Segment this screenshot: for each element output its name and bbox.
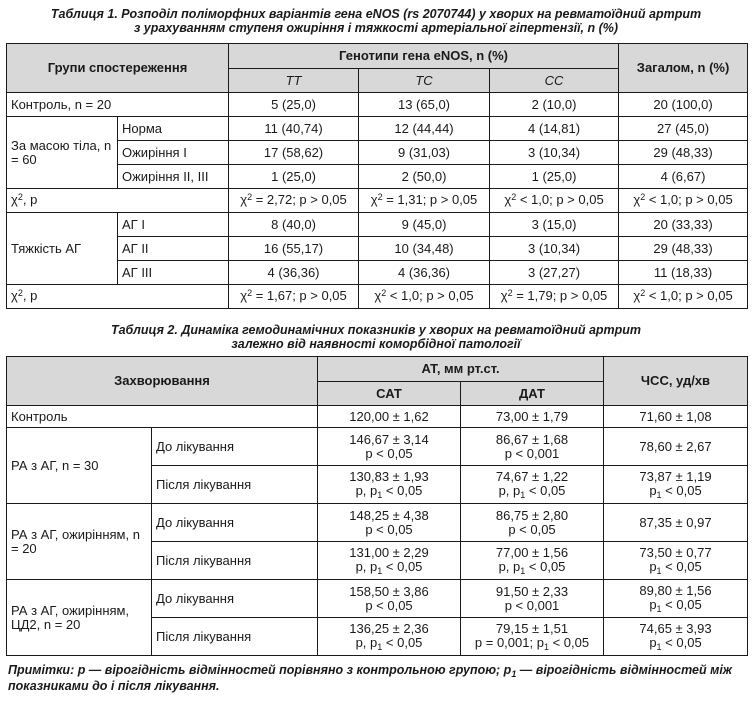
t1-cell: 9 (45,0) [359,213,490,237]
footnote: Примітки: p — вірогідність відмінностей порівняно з контрольною групою; $p_1$ — вірогідність відмінностей між показниками до і після лікування. [8,663,733,693]
t1-mass-group-label: За масою тіла, n = 60 [7,117,118,189]
t1-row-chi1 [7,189,748,213]
t1-row-label: АГ II [118,237,229,261]
t2-cell: 120,00 ± 1,62 [318,406,461,428]
t2-header-sat: САТ [318,382,461,406]
t1-chi2-tt: $\chi^2 = 1,67$; p > 0,05 [229,285,359,309]
t2-row-g3-before [7,580,748,618]
t1-cell: 3 (10,34) [490,237,619,261]
t2-control-label: Контроль [7,406,318,428]
t1-row-ag1 [7,213,748,237]
t1-chi2-tc: $\chi^2 < 1,0$; p > 0,05 [359,285,490,309]
t2-phase-label: До лікування [152,428,318,466]
t1-cell: 13 (65,0) [359,93,490,117]
t1-row-label: Ожиріння I [118,141,229,165]
t1-row-label: АГ I [118,213,229,237]
t1-row-label: Норма [118,117,229,141]
table1 [6,43,748,309]
t2-row-g1-before [7,428,748,466]
t1-chi2-cc: $\chi^2 = 1,79$; p > 0,05 [490,285,619,309]
t2-cell: 74,67 ± 1,22 p, $p_1 < 0,05$ [461,466,604,504]
t2-cell: 131,00 ± 2,29 p, $p_1 < 0,05$ [318,542,461,580]
t2-cell: 158,50 ± 3,86 p < 0,05 [318,580,461,618]
t2-cell: 79,15 ± 1,51 p = 0,001; $p_1 < 0,05$ [461,618,604,656]
table2-caption [0,323,752,351]
t2-cell: 86,75 ± 2,80 p < 0,05 [461,504,604,542]
t1-row-label: АГ III [118,261,229,285]
t1-cell: 16 (55,17) [229,237,359,261]
t1-ag-group-label: Тяжкість АГ [7,213,118,285]
t1-row-label: Ожиріння II, III [118,165,229,189]
t2-group-label: РА з АГ, n = 30 [7,428,152,504]
t2-cell: 89,80 ± 1,56 $p_1 < 0,05$ [604,580,748,618]
t1-cell: 2 (10,0) [490,93,619,117]
t2-header-dat: ДАТ [461,382,604,406]
t1-cell: 12 (44,44) [359,117,490,141]
t1-row-ag2 [7,237,748,261]
t1-cell: 9 (31,03) [359,141,490,165]
t1-header-tc: TC [359,69,490,93]
t1-cell: 3 (10,34) [490,141,619,165]
t2-header-hr: ЧСС, уд/хв [604,357,748,406]
t2-cell: 87,35 ± 0,97 [604,504,748,542]
t1-chi1-label: $\chi^2$, p [7,189,229,213]
t1-chi1-total: $\chi^2 < 1,0$; p > 0,05 [619,189,748,213]
t2-cell: 73,87 ± 1,19 $p_1 < 0,05$ [604,466,748,504]
t1-cell: 4 (14,81) [490,117,619,141]
t1-cell: 1 (25,0) [229,165,359,189]
t1-cell: 3 (15,0) [490,213,619,237]
t1-cell: 4 (36,36) [359,261,490,285]
t2-row-control [7,406,748,428]
t1-cell: 8 (40,0) [229,213,359,237]
t1-row-ag3 [7,261,748,285]
t1-chi1-tc: $\chi^2 = 1,31$; p > 0,05 [359,189,490,213]
t2-cell: 148,25 ± 4,38 p < 0,05 [318,504,461,542]
t2-cell: 130,83 ± 1,93 p, $p_1 < 0,05$ [318,466,461,504]
t1-cell: 4 (36,36) [229,261,359,285]
t2-cell: 146,67 ± 3,14 p < 0,05 [318,428,461,466]
t2-phase-label: Після лікування [152,542,318,580]
table1-caption-line2: з урахуванням ступеня ожиріння і тяжкості артеріальної гіпертензії, n (%) [133,21,619,35]
t1-row-mass-ob23 [7,165,748,189]
t1-cell: 4 (6,67) [619,165,748,189]
t1-cell: 27 (45,0) [619,117,748,141]
t2-row-g2-before [7,504,748,542]
t2-header-disease: Захворювання [7,357,318,406]
t2-phase-label: Після лікування [152,618,318,656]
t2-cell: 77,00 ± 1,56 p, $p_1 < 0,05$ [461,542,604,580]
t1-chi2-total: $\chi^2 < 1,0$; p > 0,05 [619,285,748,309]
t1-header-genotypes: Генотипи гена eNOS, n (%) [229,44,619,69]
t2-cell: 74,65 ± 3,93 $p_1 < 0,05$ [604,618,748,656]
t1-cell: 1 (25,0) [490,165,619,189]
t1-header-tt: TT [229,69,359,93]
t1-cell: 11 (40,74) [229,117,359,141]
t2-header-at: АТ, мм рт.ст. [318,357,604,382]
t1-header-cc: CC [490,69,619,93]
t2-cell: 78,60 ± 2,67 [604,428,748,466]
t1-row-control [7,93,748,117]
t1-cell: 29 (48,33) [619,237,748,261]
t2-cell: 91,50 ± 2,33 p < 0,001 [461,580,604,618]
t2-cell: 73,00 ± 1,79 [461,406,604,428]
t1-row-mass-norm [7,117,748,141]
t1-cell: 2 (50,0) [359,165,490,189]
t1-chi2-label: $\chi^2$, p [7,285,229,309]
t1-cell: 17 (58,62) [229,141,359,165]
t2-cell: 73,50 ± 0,77 $p_1 < 0,05$ [604,542,748,580]
table2-caption-line2: залежно від наявності коморбідної патології [231,337,521,351]
t1-header-groups: Групи спостереження [7,44,229,93]
t2-phase-label: До лікування [152,580,318,618]
t1-chi1-tt: $\chi^2 = 2,72$; p > 0,05 [229,189,359,213]
t1-row-mass-ob1 [7,141,748,165]
t2-cell: 71,60 ± 1,08 [604,406,748,428]
t1-control-label: Контроль, n = 20 [7,93,229,117]
t1-cell: 3 (27,27) [490,261,619,285]
table1-caption [0,7,752,35]
t1-row-chi2 [7,285,748,309]
t2-group-label: РА з АГ, ожирінням, n = 20 [7,504,152,580]
t1-chi1-cc: $\chi^2 < 1,0$; p > 0,05 [490,189,619,213]
t1-cell: 20 (33,33) [619,213,748,237]
table1-caption-line1: Таблиця 1. Розподіл поліморфних варіантів гена eNOS (rs 2070744) у хворих на ревматоїдний артрит [50,7,702,21]
t2-phase-label: До лікування [152,504,318,542]
table2-caption-line1: Таблиця 2. Динаміка гемодинамічних показників у хворих на ревматоїдний артрит [110,323,642,337]
t1-cell: 29 (48,33) [619,141,748,165]
table2 [6,356,748,656]
t1-cell: 11 (18,33) [619,261,748,285]
t2-group-label: РА з АГ, ожирінням, ЦД2, n = 20 [7,580,152,656]
t2-cell: 86,67 ± 1,68 p < 0,001 [461,428,604,466]
t1-header-total: Загалом, n (%) [619,44,748,93]
t1-cell: 10 (34,48) [359,237,490,261]
t2-phase-label: Після лікування [152,466,318,504]
t2-cell: 136,25 ± 2,36 p, $p_1 < 0,05$ [318,618,461,656]
t1-cell: 20 (100,0) [619,93,748,117]
t1-cell: 5 (25,0) [229,93,359,117]
